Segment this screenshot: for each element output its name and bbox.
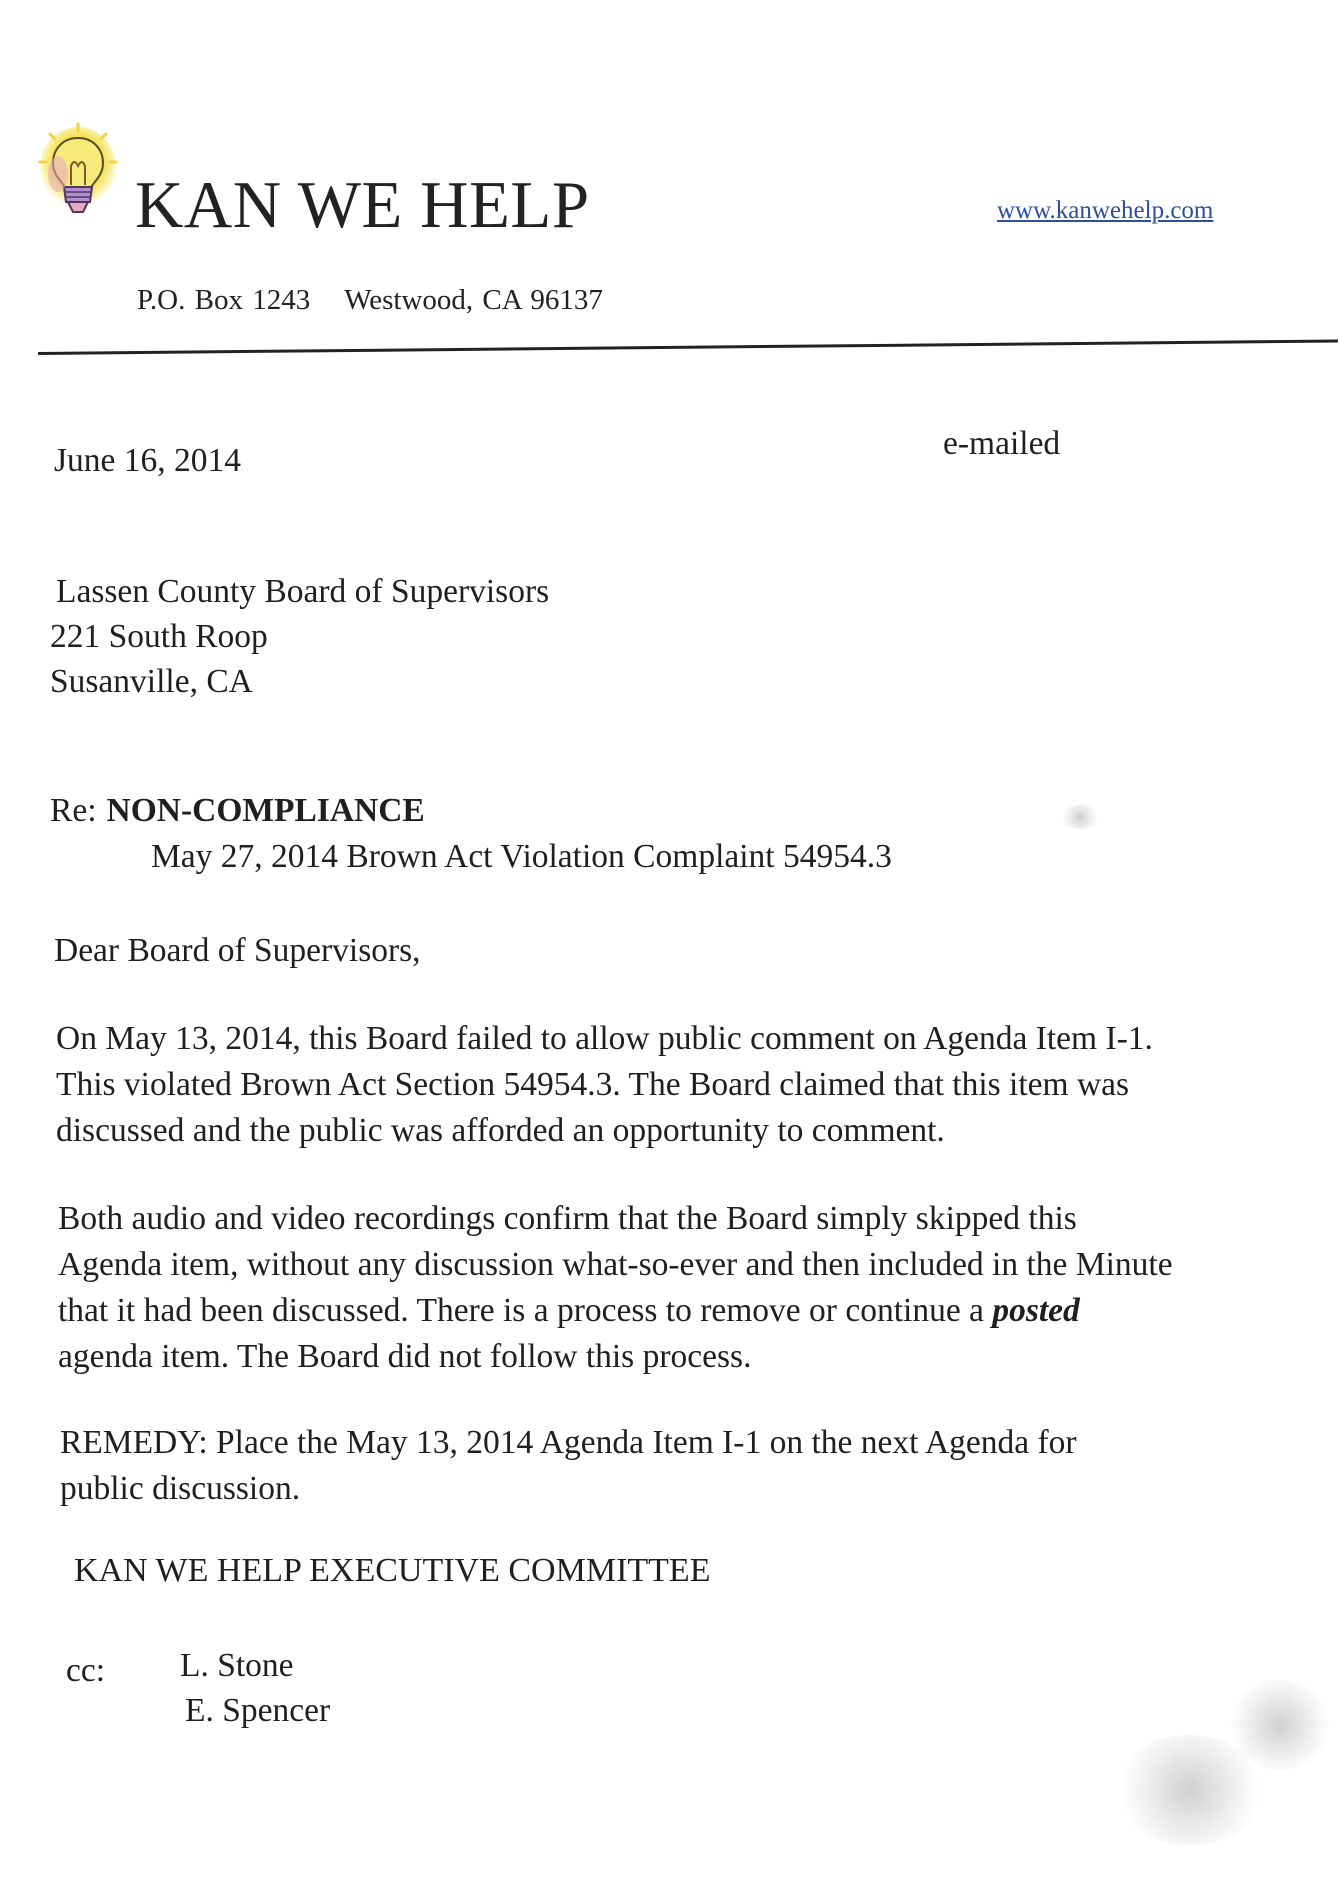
paragraph-line: agenda item. The Board did not follow this process. [58, 1338, 752, 1375]
paragraph-line: public discussion. [60, 1470, 301, 1507]
paragraph-line [58, 1288, 1173, 1334]
paragraph-line: This violated Brown Act Section 54954.3. The Board claimed that this item was [56, 1066, 1130, 1103]
letterhead-divider [38, 340, 1338, 355]
city-state-zip: Westwood, CA 96137 [344, 284, 603, 316]
scan-smudge [1060, 805, 1100, 829]
cc-list [180, 1643, 330, 1733]
paragraph-line: On May 13, 2014, this Board failed to allow public comment on Agenda Item I-1. [56, 1020, 1153, 1057]
paragraph-line: Both audio and video recordings confirm that the Board simply skipped this [58, 1200, 1077, 1237]
cc-name: L. Stone [180, 1647, 294, 1684]
paragraph-line: REMEDY: Place the May 13, 2014 Agenda Item I-1 on the next Agenda for [60, 1424, 1077, 1461]
paragraph-text: that it had been discussed. There is a process to remove or continue a [58, 1292, 993, 1329]
salutation: Dear Board of Supervisors, [54, 932, 421, 969]
organization-name: KAN WE HELP [135, 168, 590, 242]
letter-date: June 16, 2014 [54, 442, 242, 479]
remedy-paragraph [60, 1420, 1077, 1512]
recipient-line: Lassen County Board of Supervisors [56, 573, 550, 610]
delivery-note: e-mailed [943, 425, 1061, 462]
signature-block: KAN WE HELP EXECUTIVE COMMITTEE [74, 1552, 711, 1589]
website-link[interactable]: www.kanwehelp.com [997, 197, 1214, 224]
paragraph-1 [56, 1016, 1153, 1154]
emphasized-word: posted [992, 1292, 1080, 1329]
cc-name: E. Spencer [185, 1692, 331, 1729]
po-box: P.O. Box 1243 [137, 284, 311, 316]
re-line [50, 792, 425, 830]
re-subject: NON-COMPLIANCE [106, 792, 425, 829]
scan-smudge [1230, 1680, 1330, 1770]
lightbulb-icon [38, 122, 130, 237]
paragraph-line: Agenda item, without any discussion what-so-ever and then included in the Minute [58, 1246, 1173, 1283]
re-label: Re: [50, 792, 97, 829]
recipient-line: 221 South Roop [50, 618, 268, 655]
cc-label: cc: [66, 1652, 106, 1689]
paragraph-line: discussed and the public was afforded an opportunity to comment. [56, 1112, 945, 1149]
letterhead-address [137, 284, 603, 317]
re-detail: May 27, 2014 Brown Act Violation Complaint 54954.3 [151, 838, 892, 875]
recipient-address [50, 569, 549, 704]
paragraph-2 [58, 1196, 1173, 1380]
recipient-line: Susanville, CA [50, 663, 253, 700]
